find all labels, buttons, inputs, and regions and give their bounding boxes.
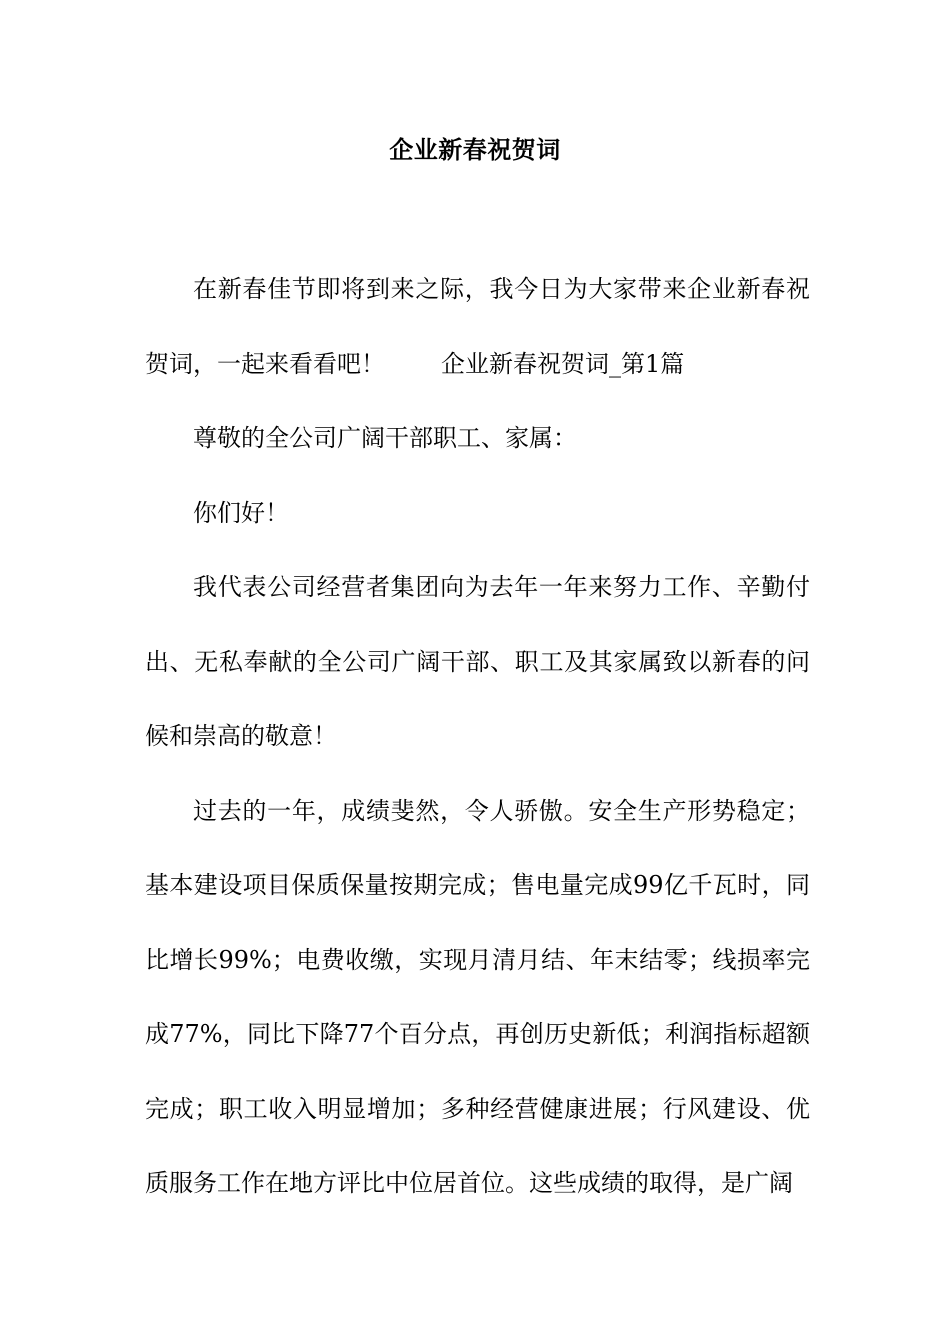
salutation-paragraph: 尊敬的全公司广阔干部职工、家属：	[193, 424, 577, 452]
intro-paragraph	[145, 252, 810, 401]
intro-text: 在新春佳节即将到来之际，我今日为大家带来企业新春祝贺词，一起来看看吧！	[145, 275, 810, 378]
document-title: 企业新春祝贺词	[389, 135, 561, 164]
document-body	[145, 252, 810, 1221]
achievements-paragraph: 过去的一年，成绩斐然，令人骄傲。安全生产形势稳定；基本建设项目保质保量按期完成；售电量完成99亿千瓦时，同比增长99%；电费收缴，实现月清月结、年末结零；线损率完成77%，同比下降77个百分点，再创历史新低；利润指标超额完成；职工收入明显增加；多种经营健康进展；行风建设、优质服务工作在地方评比中位居首位。这些成绩的取得，是广阔	[145, 796, 810, 1197]
greeting-paragraph: 你们好！	[193, 498, 289, 527]
section-heading: 企业新春祝贺词_第1篇	[441, 349, 685, 378]
thanks-paragraph: 我代表公司经营者集团向为去年一年来努力工作、辛勤付出、无私奉献的全公司广阔干部、职工及其家属致以新春的问候和崇高的敬意！	[145, 573, 810, 750]
